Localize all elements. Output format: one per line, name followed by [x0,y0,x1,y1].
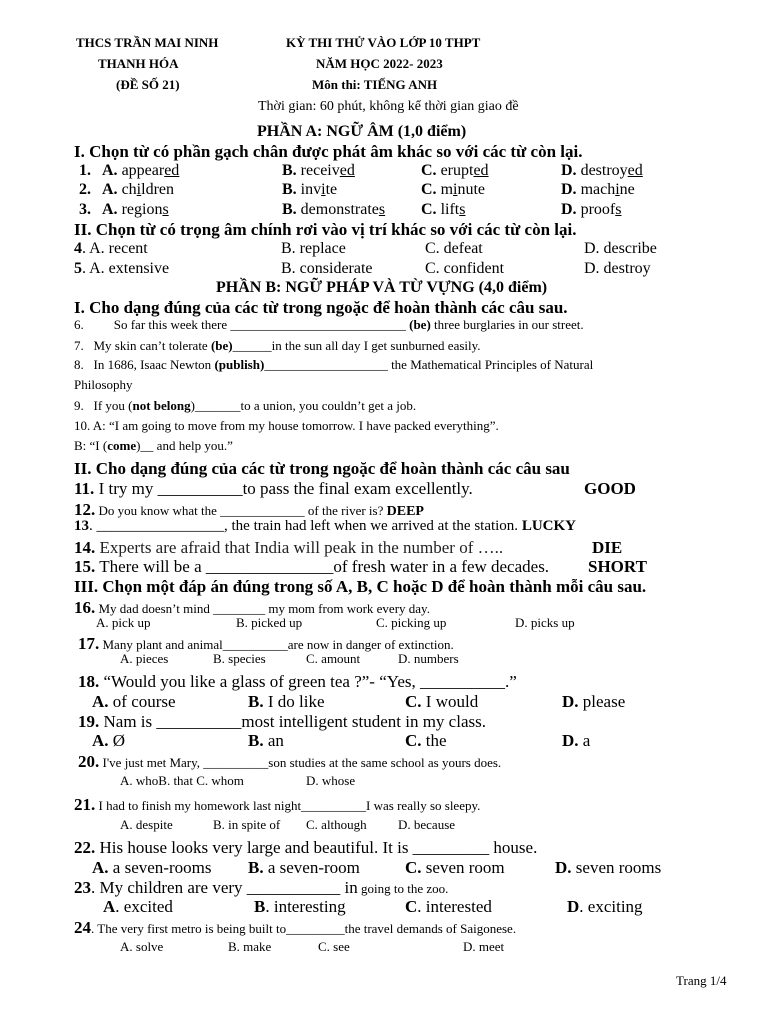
question-12: 12. Do you know what the _____________ of the river is? DEEP [74,500,424,519]
question-24: 24. The very first metro is being built to_________the travel demands of Saigonese. [74,918,517,937]
q22-option-d: D. seven rooms [555,858,662,877]
q20-option-d: D. whose [306,773,356,788]
q5-option-d: D. destroy [584,260,651,277]
q18-option-c: C. I would [405,692,479,711]
q5-option-b: B. considerate [281,260,373,277]
question-10-b: B: “I (come)__ and help you.” [74,438,233,453]
question-19: 19. Nam is __________most intelligent student in my class. [78,712,486,731]
question-number: 1. [79,162,91,179]
question-14-word: DIE [592,538,623,557]
q17-option-b: B. species [213,651,266,666]
q17-option-d: D. numbers [398,651,459,666]
page-number: Trang 1/4 [676,973,727,988]
exam-code: (ĐỀ SỐ 21) [116,77,180,92]
q20-options-abc: A. whoB. that C. whom [120,773,244,788]
exam-duration: Thời gian: 60 phút, không kể thời gian giao đề [258,99,519,114]
subject: Môn thi: TIẾNG ANH [312,77,438,92]
question-21: 21. I had to finish my homework last night__________I was really so sleepy. [74,795,481,814]
q16-option-a: A. pick up [96,615,151,630]
q18-option-a: A. of course [92,692,176,711]
q1-option-a: A. appeared [102,162,180,179]
q19-option-c: C. the [405,731,447,750]
question-13: 13. _________________, the train had left when we arrived at the station. LUCKY [74,518,576,534]
q19-option-a: A. Ø [92,731,126,750]
q2-option-c: C. minute [421,181,486,198]
q21-option-c: C. although [306,817,367,832]
question-22: 22. His house looks very large and beautiful. It is _________ house. [74,838,538,857]
q4-option-b: B. replace [281,240,346,257]
q23-option-b: B. interesting [254,897,346,916]
question-17: 17. Many plant and animal__________are now in danger of extinction. [78,634,454,653]
question-9: 9. If you (not belong)_______to a union, you couldn’t get a job. [74,398,417,413]
q18-option-d: D. please [562,692,626,711]
q5-option-c: C. confident [425,260,505,277]
question-2: 2. [79,181,91,198]
q24-option-c: C. see [318,939,350,954]
q5-option-a: 5. A. extensive [74,260,170,277]
part-a-section-1-title: I. Chọn từ có phần gạch chân được phát âm khác so với các từ còn lại. [74,142,583,161]
q17-option-a: A. pieces [120,651,169,666]
question-11: 11. I try my __________to pass the final exam excellently. [74,479,473,498]
q22-option-a: A. a seven-rooms [92,858,212,877]
q19-option-b: B. an [248,731,284,750]
part-b-section-3-title: III. Chọn một đáp án đúng trong số A, B, C hoặc D để hoàn thành mỗi câu sau. [74,577,647,596]
q4-option-d: D. describe [584,240,657,257]
q1-option-b: B. received [282,162,355,179]
question-18: 18. “Would you like a glass of green tea ?”- “Yes, __________.” [78,672,517,691]
q1-option-d: D. destroyed [561,162,643,179]
q21-option-a: A. despite [120,817,173,832]
q1-option-c: C. erupted [421,162,489,179]
exam-title: KỲ THI THỬ VÀO LỚP 10 THPT [286,35,481,50]
question-10-a: 10. A: “I am going to move from my house tomorrow. I have packed everything”. [74,418,499,433]
question-7: 7. My skin can’t tolerate (be)______in the sun all day I get sunburned easily. [74,338,481,353]
part-a-title: PHẦN A: NGỮ ÂM (1,0 điểm) [257,123,467,140]
question-6: 6. So far this week there ___________________________ (be) three burglaries in our street. [74,317,584,332]
part-b-section-1-title: I. Cho dạng đúng của các từ trong ngoặc để hoàn thành các câu sau. [74,298,568,317]
q18-option-b: B. I do like [248,692,325,711]
q2-option-d: D. machine [561,181,635,198]
q4-option-c: C. defeat [425,240,483,257]
part-b-section-2-title: II. Cho dạng đúng của các từ trong ngoặc để hoàn thành các câu sau [74,459,570,478]
q24-option-a: A. solve [120,939,164,954]
question-11-word: GOOD [584,479,636,498]
part-a-section-2-title: II. Chọn từ có trọng âm chính rơi vào vị trí khác so với các từ còn lại. [74,220,577,239]
q3-option-a: A. regions [102,201,169,218]
question-1 [79,162,91,180]
part-b-title: PHẦN B: NGỮ PHÁP VÀ TỪ VỰNG (4,0 điểm) [216,279,548,296]
q4-option-a: 4. A. recent [74,240,148,257]
q24-option-b: B. make [228,939,272,954]
school-year: NĂM HỌC 2022- 2023 [316,56,443,71]
q24-option-d: D. meet [463,939,505,954]
q17-option-c: C. amount [306,651,361,666]
q3-option-c: C. lifts [421,201,466,218]
q21-option-b: B. in spite of [213,817,281,832]
province: THANH HÓA [98,56,179,71]
q16-option-c: C. picking up [376,615,447,630]
question-8: 8. In 1686, Isaac Newton (publish)___________________ the Mathematical Principles of Natural [74,357,594,372]
q22-option-c: C. seven room [405,858,505,877]
q19-option-d: D. a [562,731,591,750]
question-23: 23. My children are very ___________ in going to the zoo. [74,878,449,897]
q23-option-c: C. interested [405,897,492,916]
q2-option-b: B. invite [282,181,338,198]
q16-option-d: D. picks up [515,615,575,630]
school-name: THCS TRẦN MAI NINH [76,35,219,50]
question-16: 16. My dad doesn’t mind ________ my mom from work every day. [74,598,430,617]
q3-option-b: B. demonstrates [282,201,386,218]
question-20: 20. I've just met Mary, __________son studies at the same school as yours does. [78,752,502,771]
q23-option-d: D. exciting [567,897,643,916]
question-3: 3. [79,201,91,218]
q3-option-d: D. proofs [561,201,622,218]
question-15-word: SHORT [588,557,647,576]
q2-option-a: A. children [102,181,174,198]
q23-option-a: A. excited [103,897,173,916]
q21-option-d: D. because [398,817,456,832]
q16-option-b: B. picked up [236,615,303,630]
question-15: 15. There will be a _______________of fresh water in a few decades. [74,557,550,576]
q22-option-b: B. a seven-room [248,858,360,877]
question-8-continuation: Philosophy [74,377,133,392]
question-14: 14. Experts are afraid that India will peak in the number of ….. [74,538,504,557]
